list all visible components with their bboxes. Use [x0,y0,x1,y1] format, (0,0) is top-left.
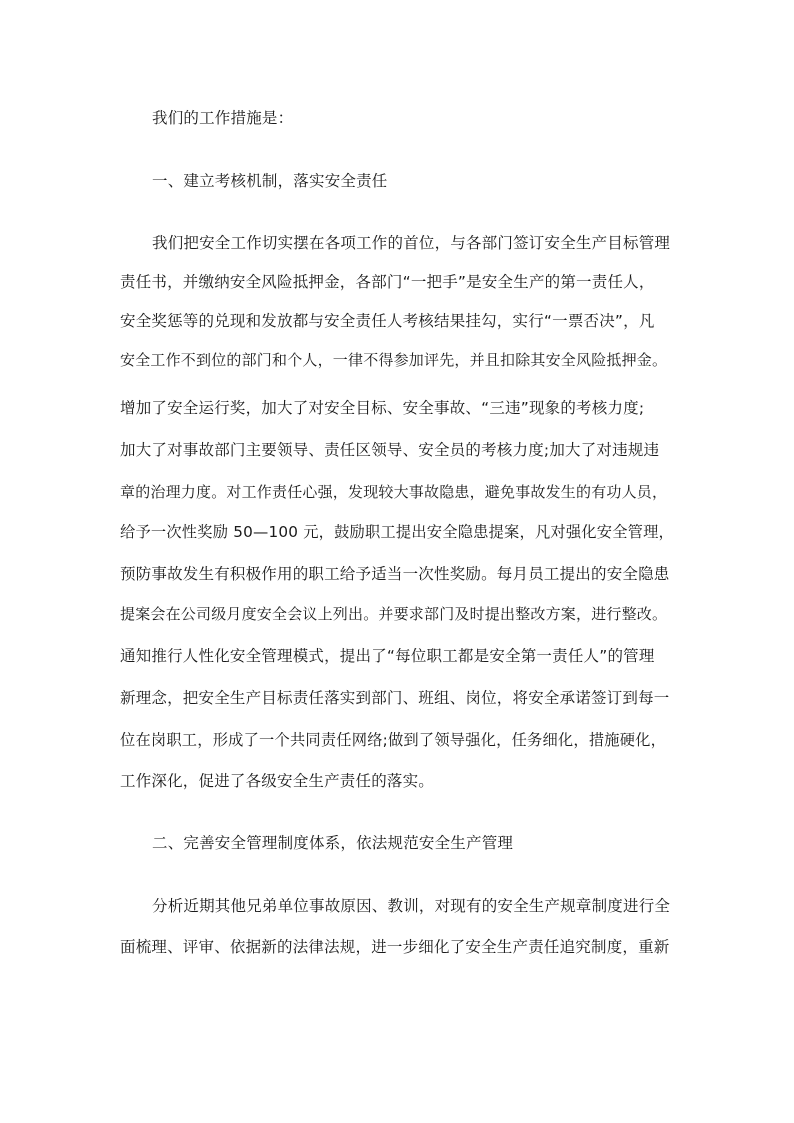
paragraph-line: 责任书，并缴纳安全风险抵押金，各部门“一把手”是安全生产的第一责任人， [120,273,655,291]
intro-text: 我们的工作措施是： [152,109,294,127]
paragraph-line: 增加了安全运行奖，加大了对安全目标、安全事故、“三违”现象的考核力度; [120,399,645,417]
section-2-heading: 二、完善安全管理制度体系，依法规范安全生产管理 [152,834,514,852]
paragraph-line: 预防事故发生有积极作用的职工给予适当一次性奖励。每月员工提出的安全隐患 [120,565,670,583]
paragraph-line: 安全奖惩等的兑现和发放都与安全责任人考核结果挂勾，实行“一票否决”，凡 [120,312,655,330]
paragraph-line: 通知推行人性化安全管理模式，提出了“每位职工都是安全第一责任人”的管理 [120,647,655,665]
paragraph-line: 章的治理力度。对工作责任心强，发现较大事故隐患，避免事故发生的有功人员， [120,483,668,501]
paragraph-line: 提案会在公司级月度安全会议上列出。并要求部门及时提出整改方案，进行整改。 [120,605,668,623]
paragraph-line: 位在岗职工，形成了一个共同责任网络;做到了领导强化，任务细化，措施硬化， [120,731,667,749]
paragraph-line: 我们把安全工作切实摆在各项工作的首位，与各部门签订安全生产目标管理 [152,234,671,252]
paragraph-line: 安全工作不到位的部门和个人，一律不得参加评先，并且扣除其安全风险抵押金。 [120,351,668,369]
paragraph-line: 分析近期其他兄弟单位事故原因、教训，对现有的安全生产规章制度进行全 [152,897,671,915]
paragraph-line: 面梳理、评审、依据新的法律法规，进一步细化了安全生产责任追究制度，重新 [120,938,670,956]
section-1-heading: 一、建立考核机制，落实安全责任 [152,172,388,190]
paragraph-line: 工作深化，促进了各级安全生产责任的落实。 [120,772,435,790]
paragraph-line: 新理念，把安全生产目标责任落实到部门、班组、岗位，将安全承诺签订到每一 [120,689,670,707]
paragraph-line: 加大了对事故部门主要领导、责任区领导、安全员的考核力度;加大了对违规违 [120,441,660,459]
paragraph-line: 给予一次性奖励 50—100 元，鼓励职工提出安全隐患提案，凡对强化安全管理， [120,523,675,541]
